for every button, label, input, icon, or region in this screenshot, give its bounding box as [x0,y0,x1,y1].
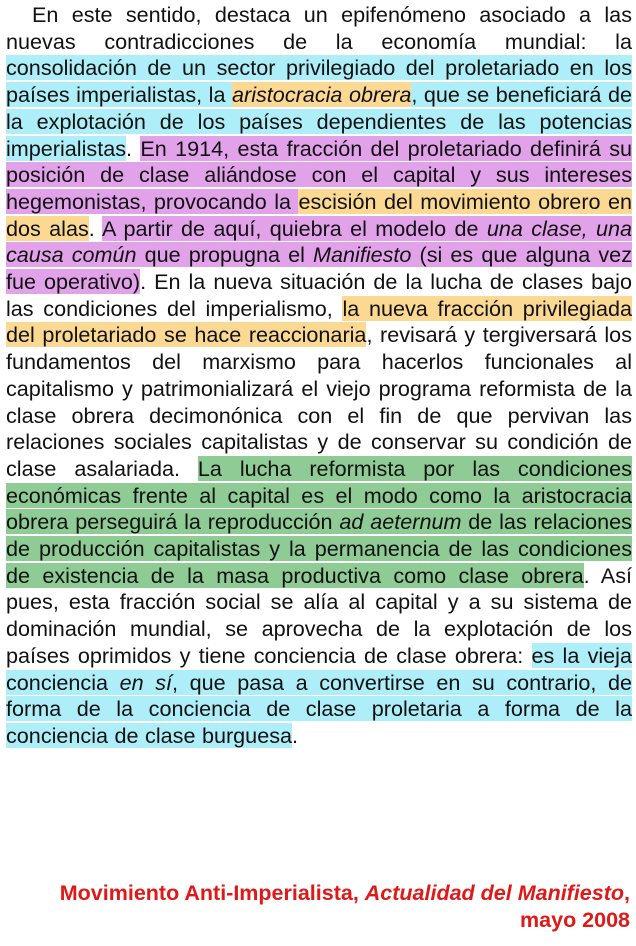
text-segment: . [292,722,299,748]
highlight-orange [232,82,411,107]
text-segment: que propugna el [136,242,314,268]
citation-separator: , [352,881,365,905]
text-segment: En este sentido, destaca un epifenómeno asociado a las nuevas contradicciones de la economía mundial: la [6,2,632,54]
italic-term: aristocracia obrera [232,82,412,108]
document-body [6,2,632,750]
text-segment: En 1914, esta fracción del proletariado definirá su posición de clase aliándose con el capital y sus intereses hegemonistas, provocando la [6,135,633,214]
citation-date: , mayo 2008 [520,881,630,932]
text-segment: . [88,215,102,241]
text-segment: La lucha reformista por las condiciones económicas frente al capital es el modo como la aristocracia obrera perseguirá la reproducción [6,455,632,535]
italic-term: en sí [119,669,173,695]
text-segment: la nueva fracción privilegiada del proletariado se hace reaccionaria [6,295,633,348]
text-segment: . En la nueva situación de la lucha de clases bajo las condiciones del imperialismo, [6,269,632,321]
citation-author: Movimiento Anti-Imperialista [59,881,353,905]
text-segment: escisión del movimiento obrero en dos alas [6,188,632,241]
text-segment: , que se beneficiará de la explotación de los países dependientes de las potencias imperialistas [6,82,632,161]
main-paragraph [6,2,632,750]
text-segment: es la vieja conciencia [6,642,632,695]
text-segment: . [126,135,141,161]
italic-term: una clase, una causa común [6,215,632,268]
citation-work: Actualidad del Manifiesto [364,881,625,905]
text-segment: A partir de aquí, quiebra el modelo de [101,215,487,241]
citation [10,880,630,934]
text-segment: , que pasa a convertirse en su contrario, de forma de la conciencia de clase proletaria a forma de la conciencia de clase burguesa [6,669,632,748]
text-segment: (si es que alguna vez fue operativo) [6,242,632,295]
text-segment: de las relaciones de producción capitalistas y la permanencia de las condiciones de existencia de la masa productiva como clase obrera [6,509,632,588]
text-segment: consolidación de un sector privilegiado del proletariado en los países imperialistas, la [6,55,632,108]
italic-term: Manifiesto [313,242,412,268]
text-segment: , revisará y tergiversará los fundamentos del marxismo para hacerlos funcionales al capitalismo y patrimonializará el viejo programa reformista de la clase obrera decimonónica con el fin de que pervivan las relaciones sociales capitalistas y de conservar su condición de clase asalariada. [6,322,632,481]
italic-term: ad aeternum [339,509,462,535]
text-segment: . Así pues, esta fracción social se alía al capital y a su sistema de dominación mundial, se aprovecha de la explotación de los países oprimidos y tiene conciencia de clase obrera: [6,562,632,668]
